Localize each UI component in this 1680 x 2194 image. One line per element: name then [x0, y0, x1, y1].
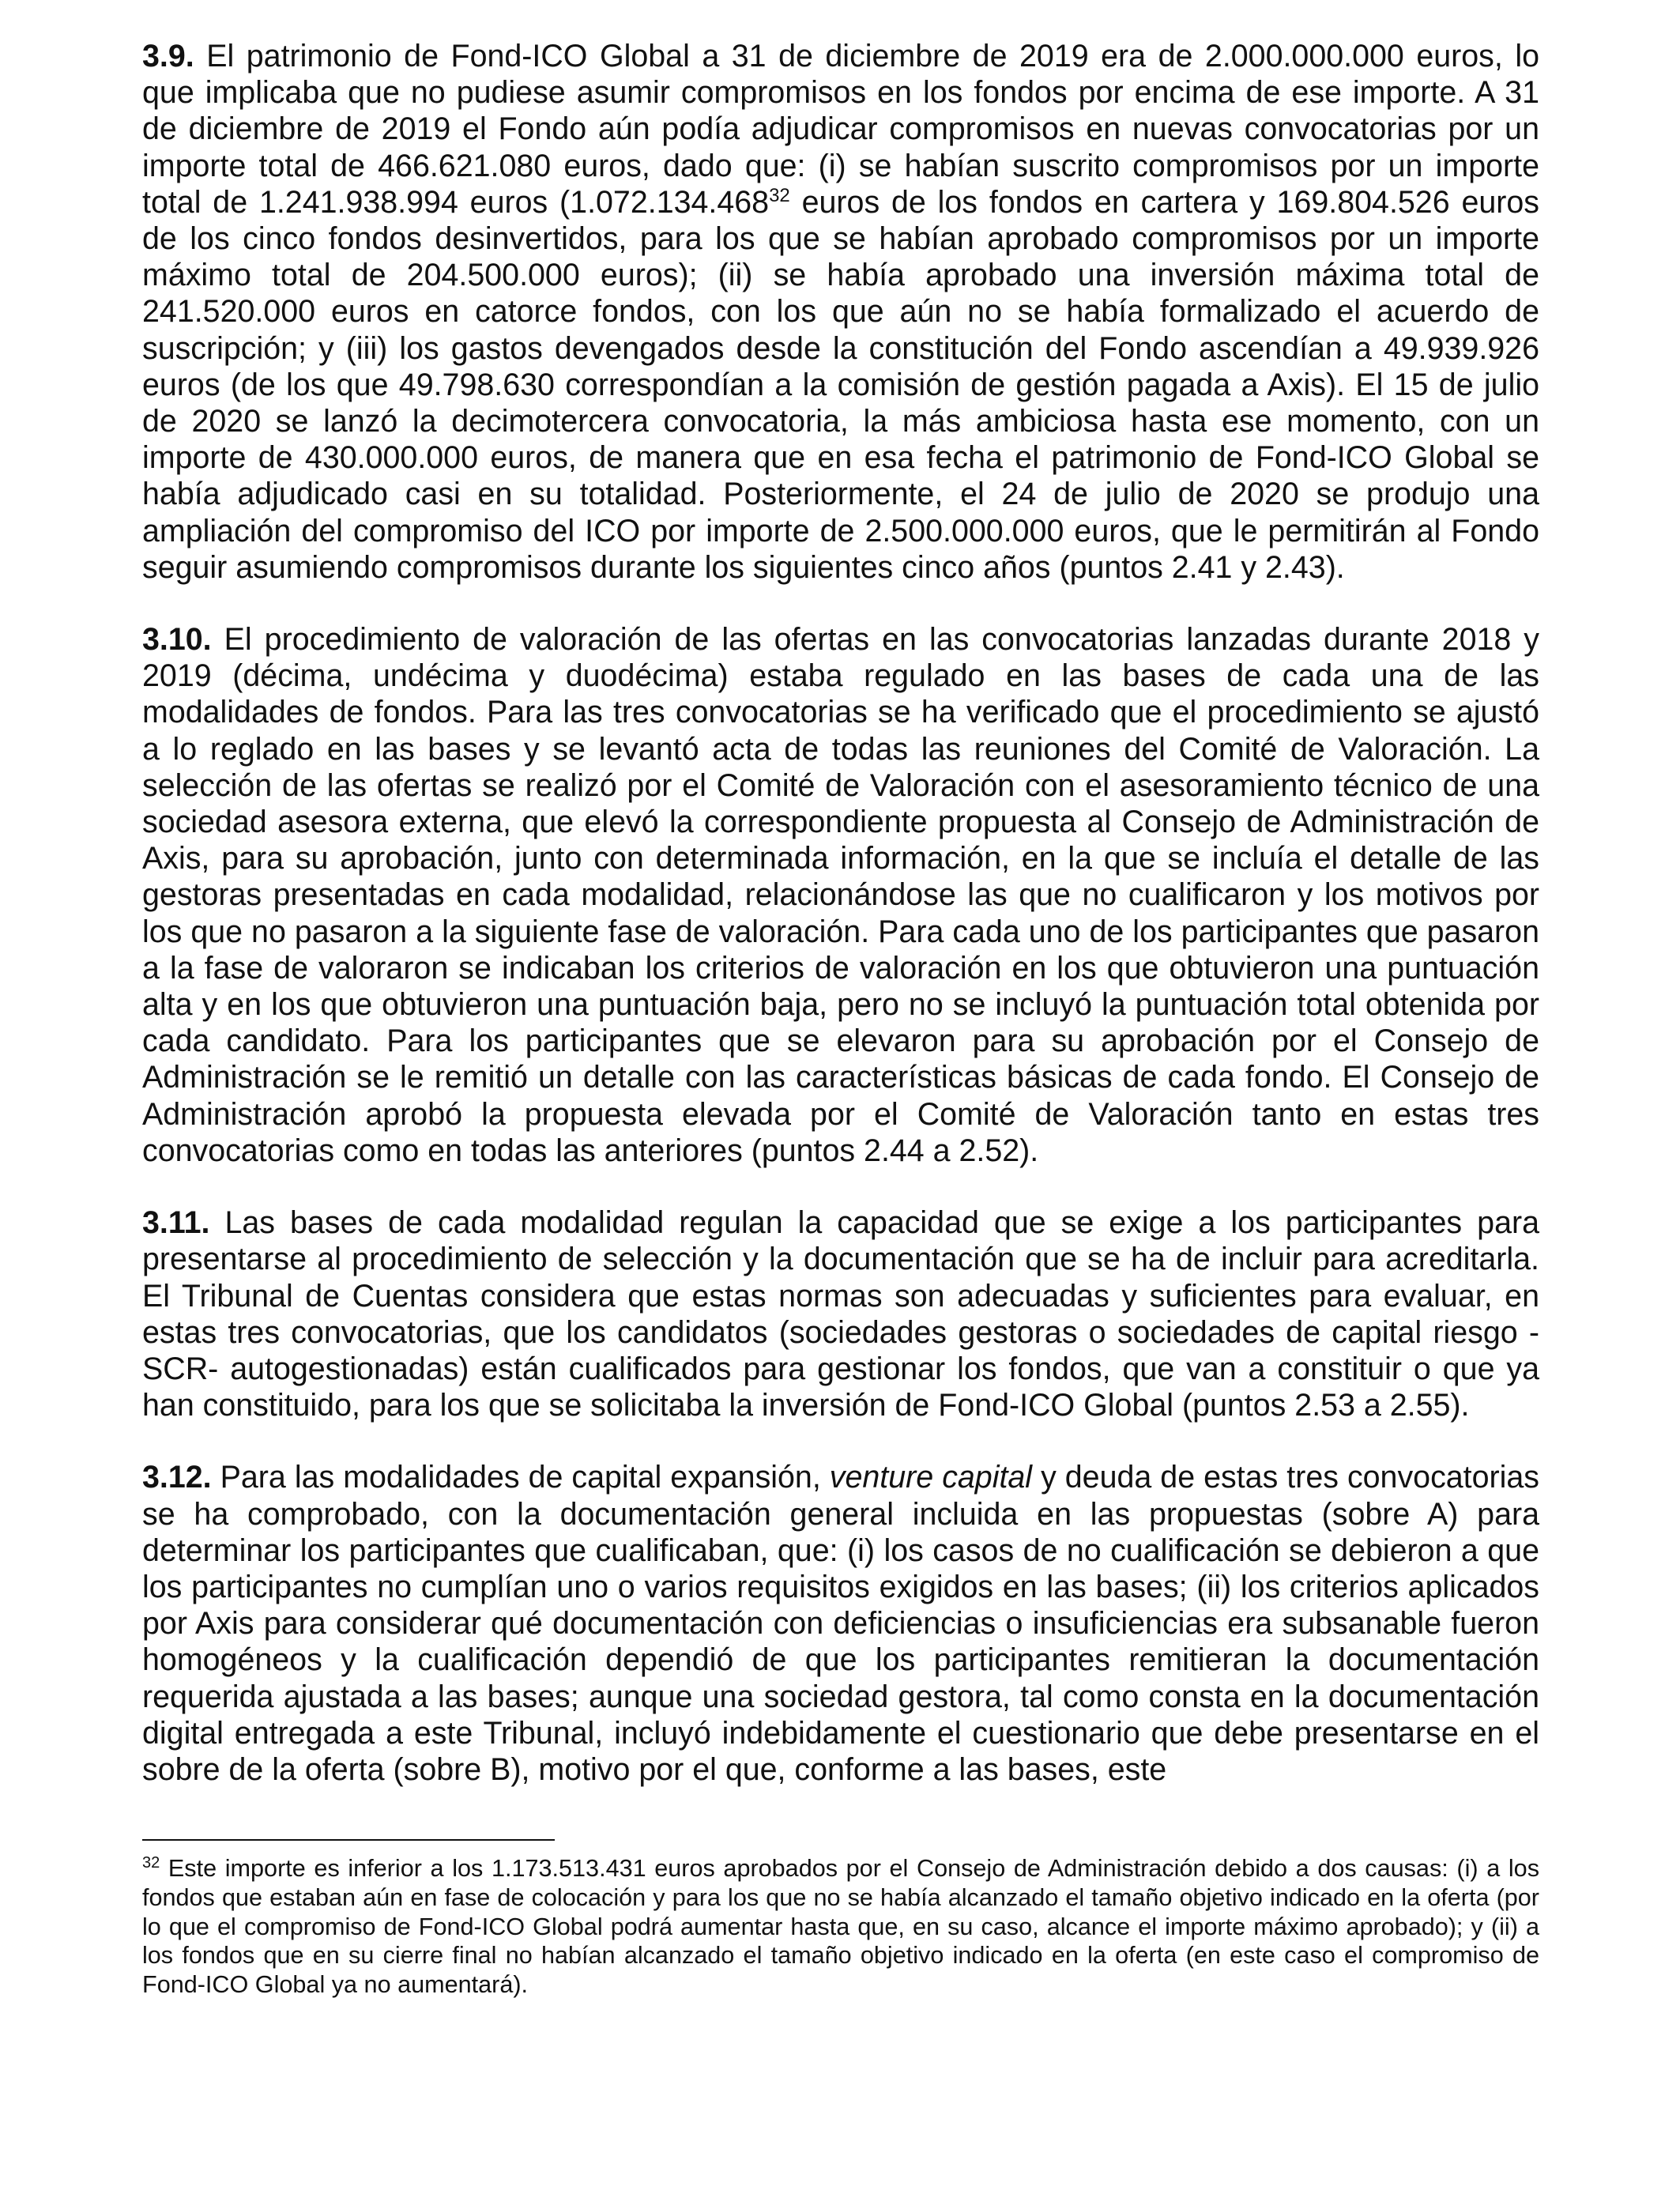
paragraph-3-11 — [142, 1204, 1539, 1423]
paragraph-3-12 — [142, 1459, 1539, 1788]
paragraph-text-continued: y deuda de estas tres convocatorias se ha comprobado, con la documentación general incluida en las propuestas (sobre A) para determinar los participantes que cualificaban, que: (i) los casos de no cualificación se debieron a que los participantes no cumplían uno o varios requisitos exigidos en las bases; (ii) los criterios aplicados por Axis para considerar qué documentación con deficiencias o insuficiencias era subsanable fueron homogéneos y la cualificación dependió de que los participantes remitieran la documentación requerida ajustada a las bases; aunque una sociedad gestora, tal como consta en la documentación digital entregada a este Tribunal, incluyó indebidamente el cuestionario que debe presentarse en el sobre de la oferta (sobre B), motivo por el que, conforme a las bases, este — [142, 1460, 1539, 1787]
paragraph-text-continued: euros de los fondos en cartera y 169.804.526 euros de los cinco fondos desinvertidos, para los que se habían aprobado compromisos por un importe máximo total de 204.500.000 euros); (ii) se había aprobado una inversión máxima total de 241.520.000 euros en catorce fondos, con los que aún no se había formalizado el acuerdo de suscripción; y (iii) los gastos devengados desde la constitución del Fondo ascendían a 49.939.926 euros (de los que 49.798.630 correspondían a la comisión de gestión pagada a Axis). El 15 de julio de 2020 se lanzó la decimotercera convocatoria, la más ambiciosa hasta ese momento, con un importe de 430.000.000 euros, de manera que en esa fecha el patrimonio de Fond-ICO Global se había adjudicado casi en su totalidad. Posteriormente, el 24 de julio de 2020 se produjo una ampliación del compromiso del ICO por importe de 2.500.000.000 euros, que le permitirán al Fondo seguir asumiendo compromisos durante los siguientes cinco años (puntos 2.41 y 2.43). — [142, 184, 1539, 585]
footnote-text: Este importe es inferior a los 1.173.513.431 euros aprobados por el Consejo de Administración debido a dos causas: (i) a los fondos que estaban aún en fase de colocación y para los que no se había alcanzado el tamaño objetivo indicado en la oferta (por lo que el compromiso de Fond-ICO Global podrá aumentar hasta que, en su caso, alcance el importe máximo aprobado); y (ii) a los fondos que en su cierre final no habían alcanzado el tamaño objetivo indicado en la oferta (en este caso el compromiso de Fond-ICO Global ya no aumentará). — [142, 1855, 1539, 1999]
emphasized-term: venture capital — [829, 1460, 1033, 1495]
paragraph-3-10 — [142, 621, 1539, 1169]
paragraph-text: Para las modalidades de capital expansión, — [211, 1460, 830, 1495]
footnote-separator — [142, 1839, 555, 1841]
footnote-reference[interactable]: 32 — [769, 184, 790, 206]
paragraph-text: El procedimiento de valoración de las ofertas en las convocatorias lanzadas durante 2018 y 2019 (décima, undécima y duodécima) estaba regulado en las bases de cada una de las modalidades de fondos. Para las tres convocatorias se ha verificado que el procedimiento se ajustó a lo reglado en las bases y se levantó acta de todas las reuniones del Comité de Valoración. La selección de las ofertas se realizó por el Comité de Valoración con el asesoramiento técnico de una sociedad asesora externa, que elevó la correspondiente propuesta al Consejo de Administración de Axis, para su aprobación, junto con determinada información, en la que se incluía el detalle de las gestoras presentadas en cada modalidad, relacionándose las que no cualificaron y los motivos por los que no pasaron a la siguiente fase de valoración. Para cada uno de los participantes que pasaron a la fase de valoraron se indicaban los criterios de valoración en los que obtuvieron una puntuación alta y en los que obtuvieron una puntuación baja, pero no se incluyó la puntuación total obtenida por cada candidato. Para los participantes que se elevaron para su aprobación por el Consejo de Administración se le remitió un detalle con las características básicas de cada fondo. El Consejo de Administración aprobó la propuesta elevada por el Comité de Valoración tanto en estas tres convocatorias como en todas las anteriores (puntos 2.44 a 2.52). — [142, 622, 1539, 1168]
paragraph-text: Las bases de cada modalidad regulan la capacidad que se exige a los participantes para presentarse al procedimiento de selección y la documentación que se ha de incluir para acreditarla. El Tribunal de Cuentas considera que estas normas son adecuadas y suficientes para evaluar, en estas tres convocatorias, que los candidatos (sociedades gestoras o sociedades de capital riesgo - SCR- autogestionadas) están cualificados para gestionar los fondos, que van a constituir o que ya han constituido, para los que se solicitaba la inversión de Fond-ICO Global (puntos 2.53 a 2.55). — [142, 1205, 1539, 1423]
document-page — [142, 38, 1539, 1788]
paragraph-number: 3.12. — [142, 1460, 212, 1495]
paragraph-3-9 — [142, 38, 1539, 586]
footnote-number: 32 — [142, 1853, 160, 1872]
footnote-32 — [142, 1854, 1539, 2000]
paragraph-number: 3.10. — [142, 622, 212, 658]
paragraph-number: 3.9. — [142, 39, 194, 74]
paragraph-text: El patrimonio de Fond-ICO Global a 31 de diciembre de 2019 era de 2.000.000.000 euros, lo que implicaba que no pudiese asumir compromisos en los fondos por encima de ese importe. A 31 de diciembre de 2019 el Fondo aún podía adjudicar compromisos en nuevas convocatorias por un importe total de 466.621.080 euros, dado que: (i) se habían suscrito compromisos por un importe total de 1.241.938.994 euros (1.072.134.468 — [142, 39, 1539, 220]
paragraph-number: 3.11. — [142, 1205, 210, 1241]
